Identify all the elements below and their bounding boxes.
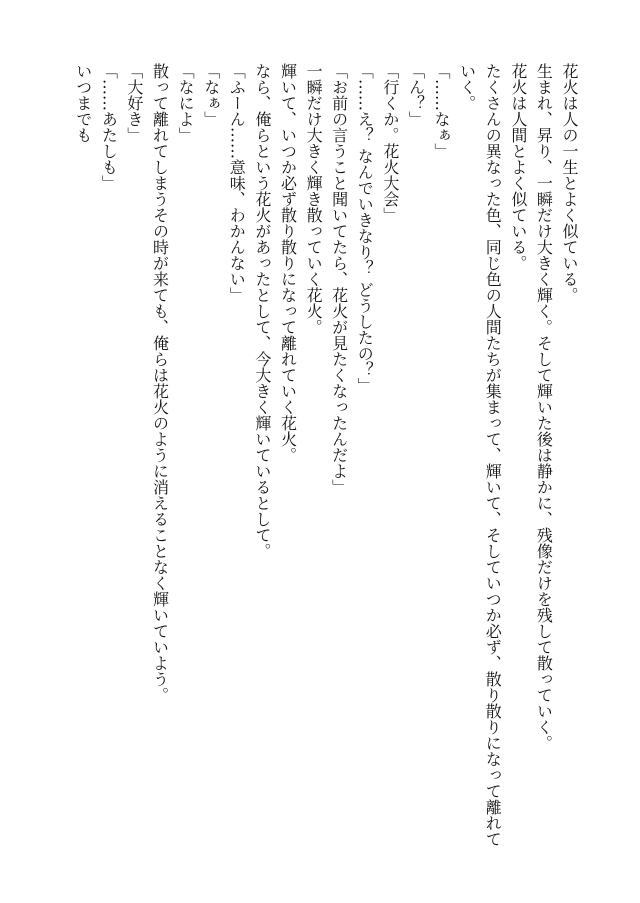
- text-line: 「ふーん……意味、わかんない」: [227, 63, 247, 303]
- text-line: 「なによ」: [176, 63, 196, 143]
- text-line: 「行くか。花火大会」: [380, 63, 400, 223]
- text-line: 輝いて、いつか必ず散り散りになって離れていく花火。: [278, 63, 298, 463]
- text-line: 「お前の言うこと聞いてたら、花火が見たくなったんだよ」: [329, 63, 349, 495]
- text-line: 「……なぁ」: [432, 63, 452, 159]
- vertical-text-body: [70, 63, 582, 863]
- text-line: たくさんの異なった色、同じ色の人間たちが集まって、輝いて、そしていつか必ず、散り散りになって離れて: [483, 63, 503, 847]
- text-line: 花火は人の一生とよく似ている。: [560, 63, 579, 303]
- text-line: なら、俺らという花火があったとして、今大きく輝いているとして。: [252, 63, 272, 559]
- text-line: いく。: [457, 63, 477, 111]
- text-line: いつまでも: [73, 63, 93, 143]
- text-line: 「……あたしも」: [99, 63, 119, 191]
- text-line: 「ん？」: [406, 63, 426, 127]
- text-line: 散って離れてしまうその時が来ても、俺らは花火のように消えることなく輝いていよう。: [150, 63, 170, 703]
- text-line: 「大好き」: [124, 63, 144, 143]
- text-line: 「なぁ」: [201, 63, 221, 127]
- text-line: 一瞬だけ大きく輝き散っていく花火。: [304, 63, 324, 335]
- text-line: 「……え？ なんでいきなり？ どうしたの？」: [355, 63, 375, 394]
- text-line: 花火は人間とよく似ている。: [508, 63, 528, 271]
- text-line: 生まれ、昇り、一瞬だけ大きく輝く。そして輝いた後は静かに、残像だけを残して散っていく。: [534, 63, 554, 751]
